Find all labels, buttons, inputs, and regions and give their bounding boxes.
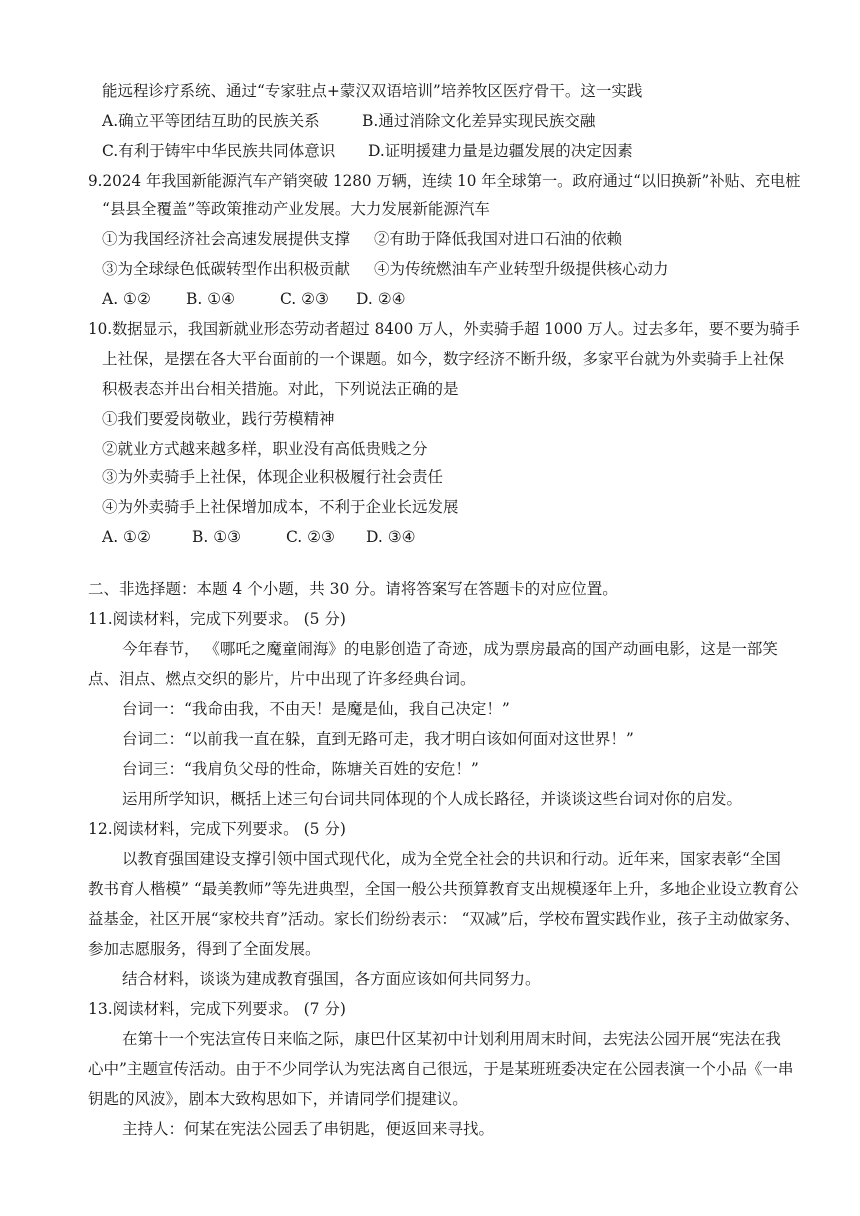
q13-title: 13.阅读材料，完成下列要求。 (7 分) (88, 1000, 346, 1018)
q13-material-line-3: 钥匙的风波》，剧本大致构思如下，并请同学们提建议。 (88, 1090, 468, 1108)
q8-option-b: B.通过消除文化差异实现民族交融 (362, 112, 596, 130)
q8-option-c: C.有利于铸牢中华民族共同体意识 (102, 142, 336, 160)
q12-material-line-2: 教书育人楷模” “最美教师”等先进典型，全国一般公共预算教育支出规模逐年上升，多地企业设立教育公 (88, 880, 799, 898)
q9-option-b: B. ①④ (186, 290, 236, 308)
q10-item-3: ③为外卖骑手上社保，体现企业积极履行社会责任 (102, 468, 444, 486)
q8-option-a: A.确立平等团结互助的民族关系 (102, 112, 320, 130)
section-header: 二、非选择题：本题 4 个小题，共 30 分。请将答案写在答题卡的对应位置。 (88, 580, 618, 598)
q11-material-line-2: 点、泪点、燃点交织的影片，片中出现了许多经典台词。 (88, 670, 476, 688)
q9-item-3: ③为全球绿色低碳转型作出积极贡献 (102, 260, 351, 278)
q9-item-1: ①为我国经济社会高速发展提供支撑 (102, 230, 351, 248)
q9-item-2: ②有助于降低我国对进口石油的依赖 (374, 230, 623, 248)
q10-option-a: A. ①② (102, 528, 151, 546)
q12-material-line-3: 益基金，社区开展“家校共育”活动。家长们纷纷表示： “双减”后，学校布置实践作业，孩子主动做家务、 (88, 910, 800, 928)
q9-stem-line-1: 9.2024 年我国新能源汽车产销突破 1280 万辆，连续 10 年全球第一。政府通过“以旧换新”补贴、充电桩 (88, 172, 801, 190)
q12-task: 结合材料，谈谈为建成教育强国，各方面应该如何共同努力。 (122, 970, 541, 988)
q10-stem-line-2: 上社保，是摆在各大平台面前的一个课题。如今，数字经济不断升级，多家平台就为外卖骑手上社保 (102, 350, 785, 368)
q13-material-line-1: 在第十一个宪法宣传日来临之际，康巴什区某初中计划利用周末时间，去宪法公园开展“宪法在我 (122, 1030, 781, 1048)
q10-item-4: ④为外卖骑手上社保增加成本，不利于企业长远发展 (102, 498, 459, 516)
q10-stem-line-1: 10.数据显示，我国新就业形态劳动者超过 8400 万人，外卖骑手超 1000 万人。过去多年，要不要为骑手 (88, 320, 800, 338)
q12-material-line-1: 以教育强国建设支撑引领中国式现代化，成为全党全社会的共识和行动。近年来，国家表彰“全国 (122, 850, 781, 868)
q10-item-2: ②就业方式越来越多样，职业没有高低贵贱之分 (102, 440, 428, 458)
q11-task: 运用所学知识，概括上述三句台词共同体现的个人成长路径，并谈谈这些台词对你的启发。 (122, 790, 743, 808)
q9-item-4: ④为传统燃油车产业转型升级提供核心动力 (374, 260, 669, 278)
q9-option-c: C. ②③ (280, 290, 329, 308)
q11-title: 11.阅读材料，完成下列要求。 (5 分) (88, 610, 346, 628)
q11-quote-2: 台词二：“以前我一直在躲，直到无路可走，我才明白该如何面对这世界！” (122, 730, 634, 748)
q10-item-1: ①我们要爱岗敬业，践行劳模精神 (102, 410, 335, 428)
q13-material-line-2: 心中”主题宣传活动。由于不少同学认为宪法离自己很远，于是某班班委决定在公园表演一个小品《一串 (88, 1060, 794, 1078)
q9-stem-line-2: “县县全覆盖”等政策推动产业发展。大力发展新能源汽车 (102, 200, 490, 218)
q10-option-c: C. ②③ (286, 528, 335, 546)
q13-script-line-1: 主持人：何某在宪法公园丢了串钥匙，便返回来寻找。 (122, 1120, 495, 1138)
q12-title: 12.阅读材料，完成下列要求。 (5 分) (88, 820, 346, 838)
q9-option-a: A. ①② (102, 290, 151, 308)
q10-option-b: B. ①③ (192, 528, 242, 546)
q8-option-d: D.证明援建力量是边疆发展的决定因素 (368, 142, 633, 160)
q11-quote-3: 台词三：“我肩负父母的性命，陈塘关百姓的安危！” (122, 760, 479, 778)
q10-option-d: D. ③④ (366, 528, 416, 546)
q10-stem-line-3: 积极表态并出台相关措施。对此，下列说法正确的是 (102, 380, 459, 398)
q11-quote-1: 台词一：“我命由我，不由天！是魔是仙，我自己决定！” (122, 700, 510, 718)
q11-material-line-1: 今年春节， 《哪吒之魔童闹海》的电影创造了奇迹，成为票房最高的国产动画电影，这是一部笑 (122, 640, 778, 658)
q8-stem-continuation: 能远程诊疗系统、通过“专家驻点+蒙汉双语培训”培养牧区医疗骨干。这一实践 (102, 82, 643, 100)
q9-option-d: D. ②④ (356, 290, 406, 308)
q12-material-line-4: 参加志愿服务，得到了全面发展。 (88, 940, 321, 958)
